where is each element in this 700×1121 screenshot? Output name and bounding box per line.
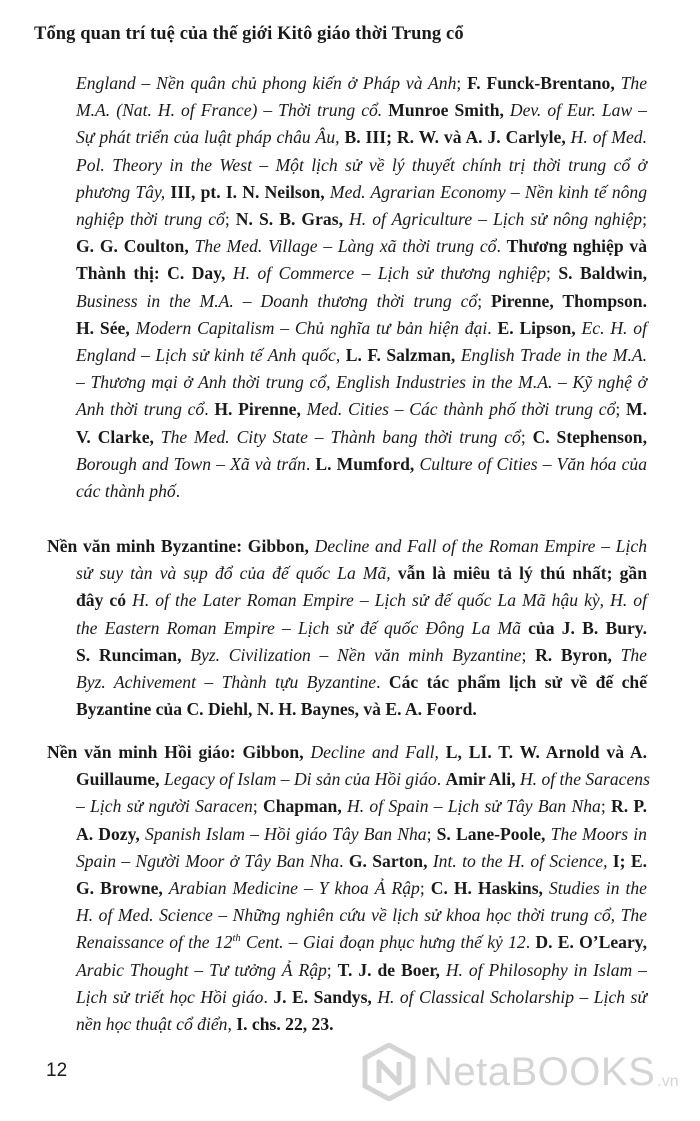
text-line: the Eastern Roman Empire – Lịch sử đế quốc Đông La Mã của J. B. Bury. — [76, 617, 648, 638]
text-line: Nền văn minh Hồi giáo: Gibbon, Decline and Fall, L, LI. T. W. Arnold và A. — [47, 742, 647, 762]
text-line: Byzantine của C. Diehl, N. H. Baynes, và E. A. Foord. — [76, 699, 477, 720]
text-line: nghiệp thời trung cổ; N. S. B. Gras, H. of Agriculture – Lịch sử nông nghiệp; — [76, 209, 647, 230]
text-line: Pol. Theory in the West – Một lịch sử về lý thuyết chính trị thời trung cổ ở — [76, 154, 647, 175]
text-line: – Lịch sử người Saracen; Chapman, H. of Spain – Lịch sử Tây Ban Nha; R. P. — [76, 796, 647, 817]
text-line: Anh thời trung cổ. H. Pirenne, Med. Cities – Các thành phố thời trung cổ; M. — [76, 399, 648, 420]
text-line: sử suy tàn và sụp đổ của đế quốc La Mã, vẫn là miêu tả lý thú nhất; gần — [76, 563, 647, 584]
text-line: Sự phát triển của luật pháp châu Âu, B. III; R. W. và A. J. Carlyle, H. of Med. — [76, 127, 647, 148]
text-line: M.A. (Nat. H. of France) – Thời trung cổ. Munroe Smith, Dev. of Eur. Law – — [76, 100, 647, 121]
running-header: Tổng quan trí tuệ của thế giới Kitô giáo thời Trung cổ — [34, 24, 464, 44]
text-line: Spain – Người Moor ở Tây Ban Nha. G. Sarton, Int. to the H. of Science, I; E. — [76, 850, 647, 871]
text-line: Business in the M.A. – Doanh thương thời trung cổ; Pirenne, Thompson. — [76, 290, 647, 311]
text-line: Guillaume, Legacy of Islam – Di sản của Hồi giáo. Amir Ali, H. of the Saracens — [76, 769, 650, 790]
text-line: Borough and Town – Xã và trấn. L. Mumford, Culture of Cities – Văn hóa của — [76, 453, 648, 474]
text-line: G. G. Coulton, The Med. Village – Làng xã thời trung cổ. Thương nghiệp và — [76, 236, 647, 257]
neta-n-logo-icon — [360, 1043, 418, 1101]
text-line: H. of Med. Science – Những nghiên cứu về lịch sử khoa học thời trung cổ, The — [76, 905, 647, 926]
text-line: V. Clarke, The Med. City State – Thành bang thời trung cổ; C. Stephenson, — [76, 426, 647, 447]
text-line: Byz. Achivement – Thành tựu Byzantine. Các tác phẩm lịch sử về đế chế — [76, 672, 648, 693]
text-line: nền học thuật cổ điển, I. chs. 22, 23. — [76, 1014, 334, 1035]
text-line: G. Browne, Arabian Medicine – Y khoa Ả Rập; C. H. Haskins, Studies in the — [76, 878, 647, 899]
bibliography-paragraph-byzantine — [47, 533, 647, 723]
watermark-suffix: .vn — [657, 1073, 679, 1090]
text-line: Thành thị: C. Day, H. of Commerce – Lịch sử thương nghiệp; S. Baldwin, — [76, 263, 647, 284]
bibliography-paragraph-medieval — [47, 70, 647, 505]
text-line: – Thương mại ở Anh thời trung cổ, English Industries in the M.A. – Kỹ nghệ ở — [76, 372, 647, 393]
bibliography-paragraph-islamic — [47, 739, 650, 1038]
text-line: phương Tây, III, pt. I. N. Neilson, Med. Agrarian Economy – Nền kinh tế nông — [76, 181, 648, 202]
text-line: England – Lịch sử kinh tế Anh quốc, L. F. Salzman, English Trade in the M.A. — [76, 345, 648, 366]
text-line: đây có H. of the Later Roman Empire – Lịch sử đế quốc La Mã hậu kỳ, H. of — [76, 590, 647, 611]
text-line: các thành phố. — [76, 481, 181, 502]
text-line: A. Dozy, Spanish Islam – Hồi giáo Tây Ban Nha; S. Lane-Poole, The Moors in — [76, 823, 647, 844]
text-line: H. Sée, Modern Capitalism – Chủ nghĩa tư bản hiện đại. E. Lipson, Ec. H. of — [76, 317, 647, 338]
text-line: Nền văn minh Byzantine: Gibbon, Decline and Fall of the Roman Empire – Lịch — [47, 536, 647, 556]
text-line: Arabic Thought – Tư tưởng Ả Rập; T. J. de Boer, H. of Philosophy in Islam – — [76, 959, 647, 980]
text-line: Renaissance of the 12th Cent. – Giai đoạn phục hưng thế kỷ 12. D. E. O’Leary, — [76, 932, 648, 953]
text-line: S. Runciman, Byz. Civilization – Nền văn minh Byzantine; R. Byron, The — [76, 644, 647, 665]
netabooks-watermark — [360, 1043, 679, 1101]
watermark-brand: NetaBOOKS — [424, 1049, 656, 1094]
page-number: 12 — [46, 1060, 68, 1081]
text-line: Lịch sử triết học Hồi giáo. J. E. Sandys, H. of Classical Scholarship – Lịch sử — [76, 986, 648, 1007]
text-line: England – Nền quân chủ phong kiến ở Pháp và Anh; F. Funck-Brentano, The — [76, 73, 647, 93]
